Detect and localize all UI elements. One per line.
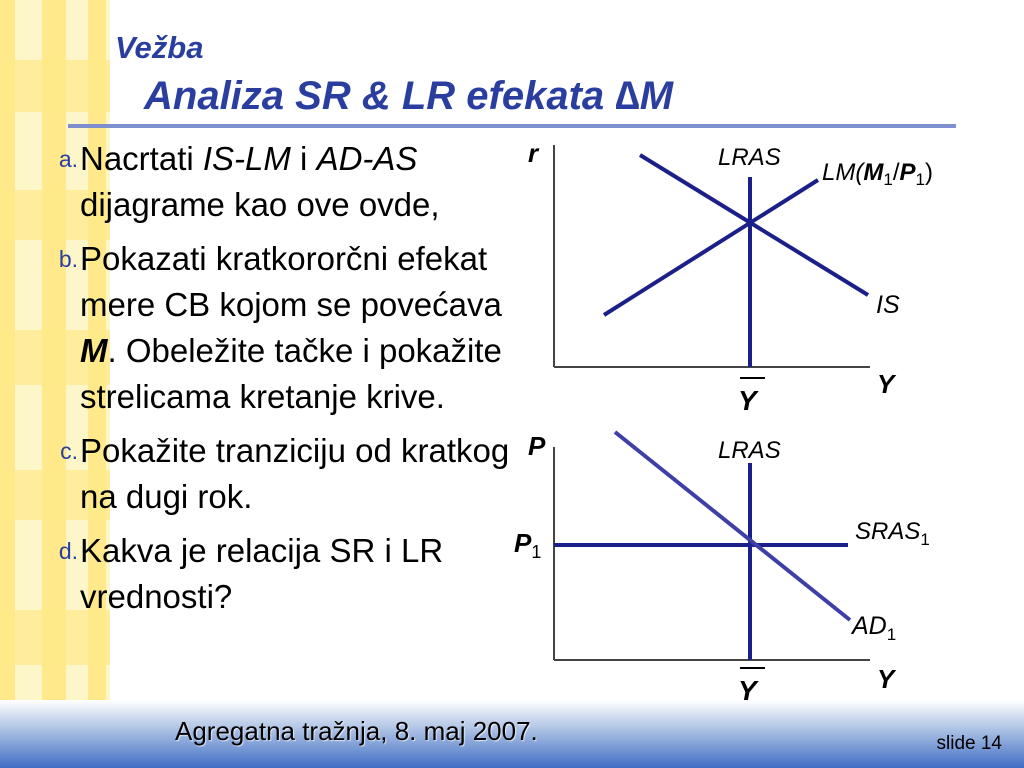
slide-title: Analiza SR & LR efekata ∆M: [144, 74, 674, 118]
adas-x-axis-label: Y: [877, 664, 895, 694]
money-term: M: [80, 332, 108, 369]
islm-ybar-label: Y: [738, 385, 757, 416]
ad-curve-label: $AD_1$: [852, 612, 897, 644]
sras-curve-label: $SRAS_1$: [855, 518, 930, 549]
footer-text: Agregatna tražnja, 8. maj 2007.: [175, 716, 538, 746]
list-item-text: Pokažite tranziciju od kratkog na dugi rok.: [80, 432, 510, 515]
ad-as-term: AD-AS: [316, 140, 418, 177]
islm-lras-label: LRAS: [718, 144, 781, 171]
adas-lras-label: LRAS: [718, 437, 781, 464]
list-marker: c.: [60, 438, 78, 464]
is-curve-label: IS: [876, 291, 900, 319]
p1-axis-label: $P_1$: [514, 528, 542, 562]
list-item-text: Nacrtati IS-LM i AD-AS dijagrame kao ove ovde,: [80, 140, 440, 223]
adas-ybar-label: Y: [738, 675, 757, 706]
islm-y-axis-label: r: [528, 138, 539, 168]
islm-x-axis-label: Y: [877, 369, 895, 399]
slide-subtitle: Vežba: [115, 30, 204, 65]
list-item-text: Pokazati kratkororčni efekat mere CB kojom se povećava M. Obeležite tačke i pokažite strelicama kretanje krive.: [80, 240, 502, 415]
slide-number: slide 14: [936, 733, 1002, 754]
lm-curve-label: $LM(M_1/P_1)$: [822, 159, 933, 189]
ad-as-diagram: [514, 431, 930, 706]
list-marker: a.: [58, 146, 78, 172]
is-lm-diagram: [528, 138, 933, 416]
adas-y-axis-label: P: [528, 431, 546, 461]
list-item-text: Kakva je relacija SR i LR vrednosti?: [80, 532, 444, 615]
list-marker: d.: [58, 538, 78, 564]
list-marker: b.: [58, 246, 78, 272]
is-lm-term: IS-LM: [202, 140, 291, 177]
